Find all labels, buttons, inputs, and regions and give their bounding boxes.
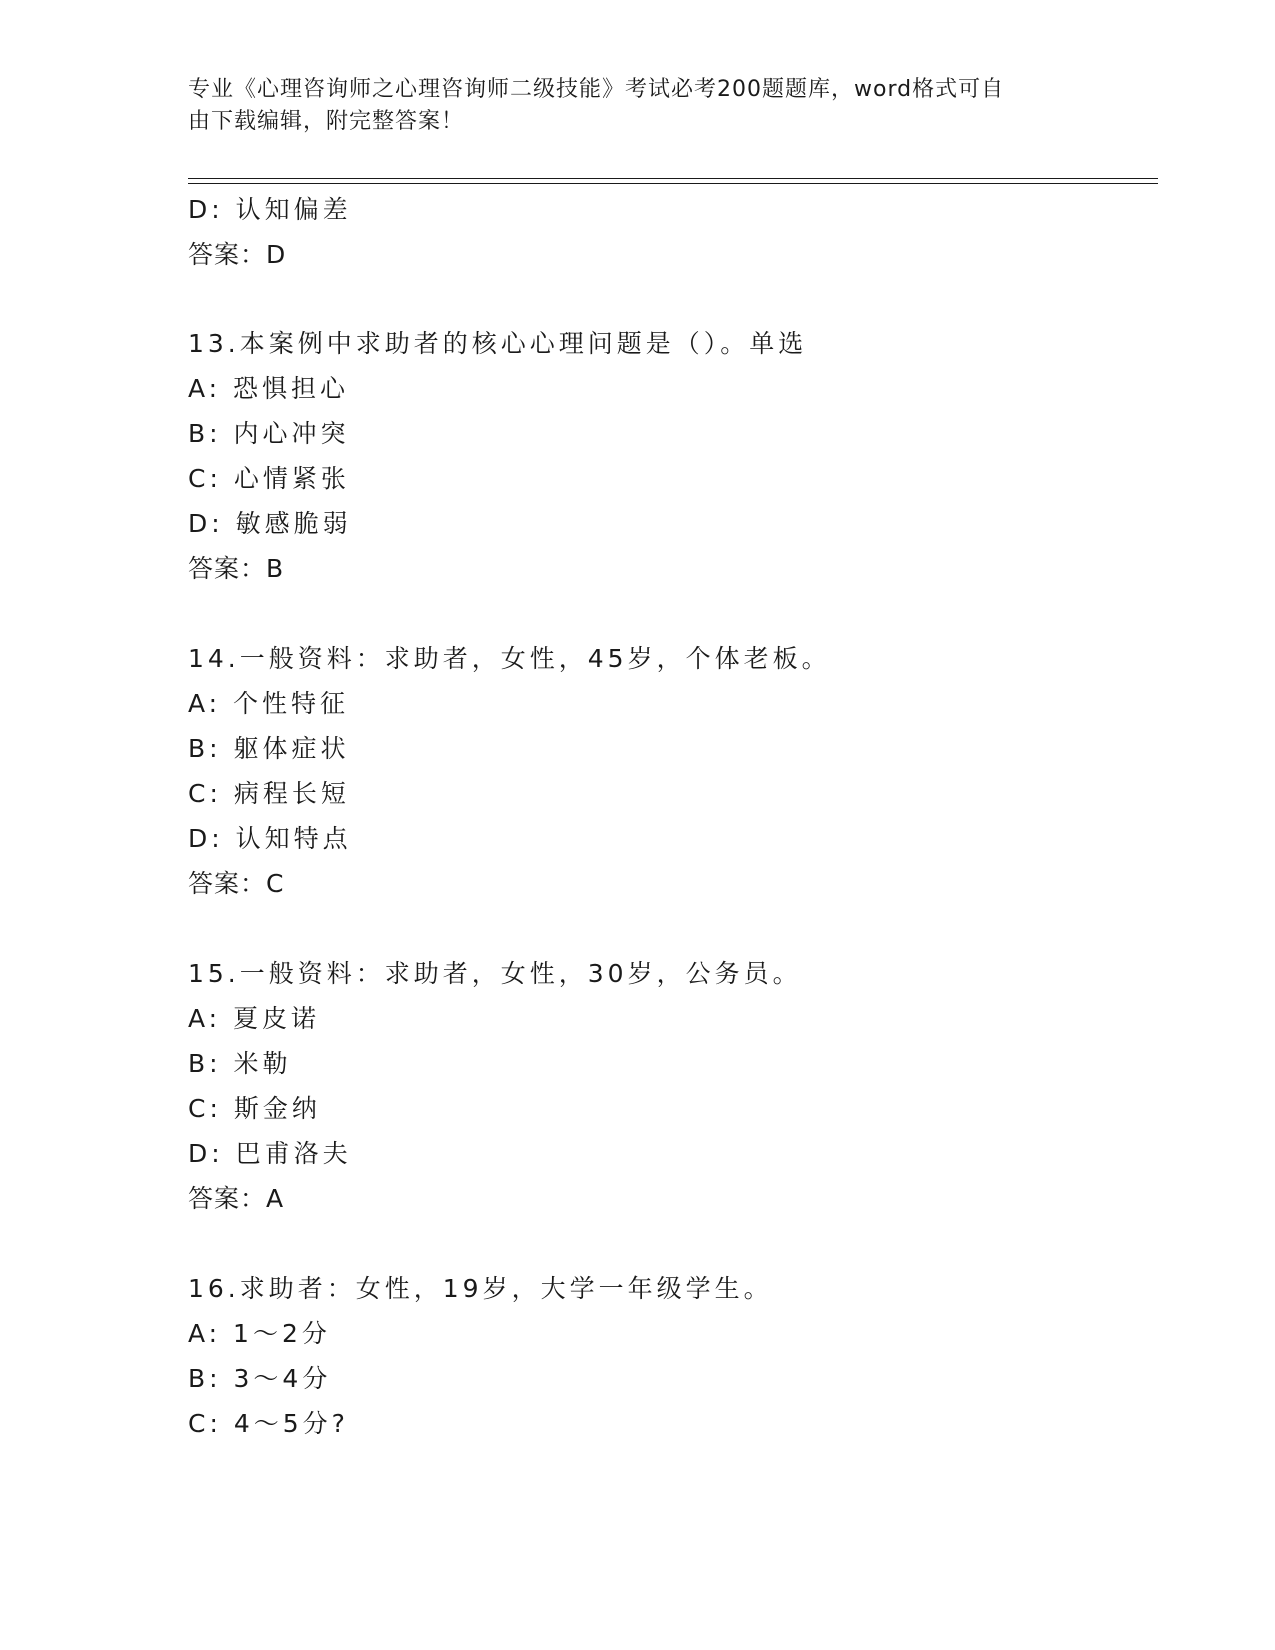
question-16-option-b: B: 3～4分 <box>188 1364 332 1393</box>
question-15-option-c: C: 斯金纳 <box>188 1094 321 1123</box>
question-14-answer: 答案：C <box>188 869 285 898</box>
question-15-option-b: B: 米勒 <box>188 1049 292 1078</box>
question-14-option-d: D: 认知特点 <box>188 824 352 853</box>
question-13-option-b: B: 内心冲突 <box>188 419 350 448</box>
question-16-option-c: C: 4～5分? <box>188 1409 349 1438</box>
question-14-option-a: A: 个性特征 <box>188 689 350 718</box>
question-15-stem: 15.一般资料：求助者，女性，30岁，公务员。 <box>188 959 802 988</box>
question-13-option-a: A: 恐惧担心 <box>188 374 350 403</box>
header-divider-top <box>188 178 1158 179</box>
question-16-option-a: A: 1～2分 <box>188 1319 331 1348</box>
header-line-1: 专业《心理咨询师之心理咨询师二级技能》考试必考200题题库，word格式可自 <box>188 77 1005 102</box>
question-14-stem: 14.一般资料：求助者，女性，45岁，个体老板。 <box>188 644 831 673</box>
question-16-stem: 16.求助者：女性，19岁，大学一年级学生。 <box>188 1274 773 1303</box>
question-14-option-c: C: 病程长短 <box>188 779 350 808</box>
question-13-stem: 13.本案例中求助者的核心心理问题是（）。单选 <box>188 329 808 358</box>
question-14-option-b: B: 躯体症状 <box>188 734 350 763</box>
question-15-answer: 答案：A <box>188 1184 285 1213</box>
question-13-option-d: D: 敏感脆弱 <box>188 509 352 538</box>
prev-answer: 答案：D <box>188 240 287 269</box>
header-divider-bottom <box>188 183 1158 184</box>
question-15-option-d: D: 巴甫洛夫 <box>188 1139 352 1168</box>
question-13-answer: 答案：B <box>188 554 285 583</box>
question-15-option-a: A: 夏皮诺 <box>188 1004 321 1033</box>
question-13-option-c: C: 心情紧张 <box>188 464 350 493</box>
header-line-2: 由下载编辑，附完整答案！ <box>188 109 465 134</box>
document-header <box>188 74 1088 138</box>
prev-option-d: D: 认知偏差 <box>188 195 352 224</box>
